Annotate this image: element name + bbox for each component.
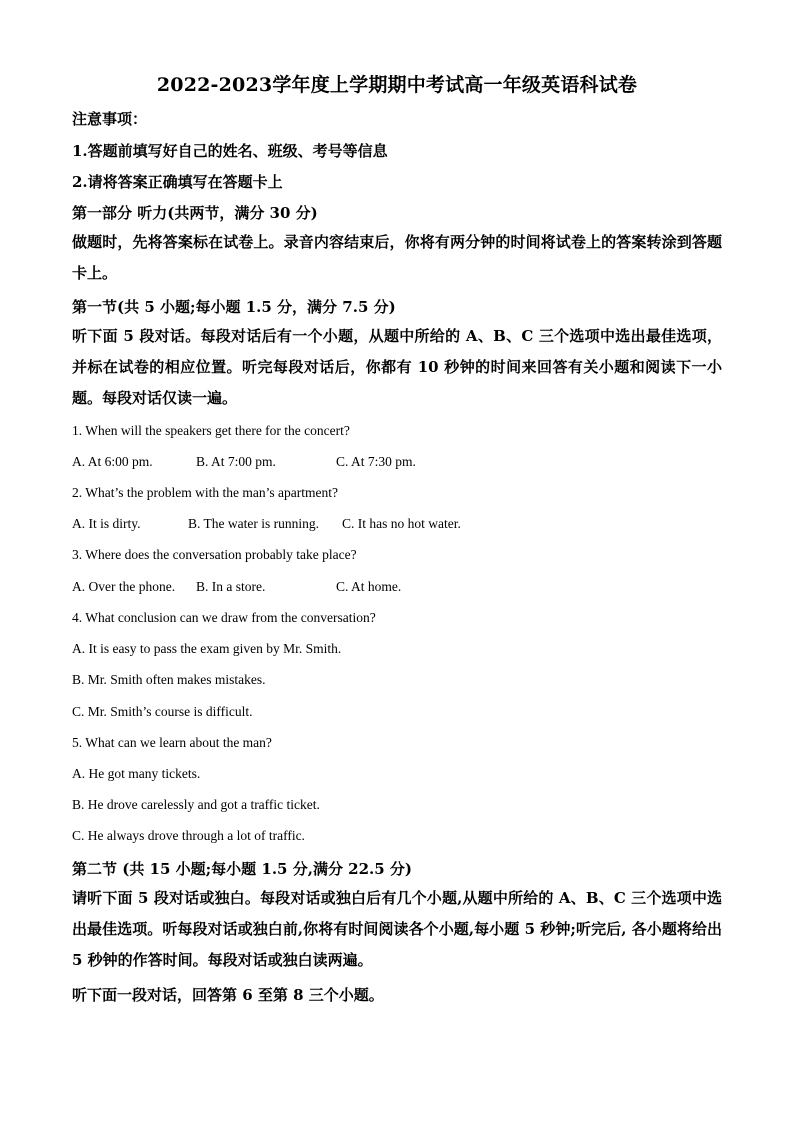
question-2-option-b: B. The water is running.: [188, 516, 319, 531]
notice-item-1: 1.答题前填写好自己的姓名、班级、考号等信息: [72, 142, 388, 160]
question-2-option-c: C. It has no hot water.: [342, 516, 461, 531]
question-5-option-b: B. He drove carelessly and got a traffic ticket.: [72, 797, 320, 812]
notice-heading: 注意事项：: [72, 110, 148, 128]
question-1-stem: 1. When will the speakers get there for the concert?: [72, 423, 350, 438]
question-4-option-a: A. It is easy to pass the exam given by Mr. Smith.: [72, 641, 342, 656]
page-title: 2022-2023学年度上学期期中考试高一年级英语科试卷: [156, 74, 638, 96]
question-2-stem: 2. What’s the problem with the man’s apartment?: [72, 485, 338, 500]
part1-instruction: 做题时，先将答案标在试卷上。录音内容结束后，你将有两分钟的时间将试卷上的答案转涂到答题卡上。: [72, 233, 722, 282]
question-2-option-a: A. It is dirty.: [72, 516, 141, 531]
section2-heading: 第二节 (共 15 小题;每小题 1.5 分,满分 22.5 分): [72, 860, 413, 878]
question-1-option-b: B. At 7:00 pm.: [196, 454, 276, 469]
question-3-option-b: B. In a store.: [196, 579, 266, 594]
section1-heading: 第一节(共 5 小题;每小题 1.5 分，满分 7.5 分): [72, 298, 396, 316]
question-3-stem: 3. Where does the conversation probably take place?: [72, 547, 357, 562]
question-4-stem: 4. What conclusion can we draw from the conversation?: [72, 610, 376, 625]
question-3-option-c: C. At home.: [336, 579, 402, 594]
question-4-option-c: C. Mr. Smith’s course is difficult.: [72, 704, 253, 719]
question-1-option-a: A. At 6:00 pm.: [72, 454, 153, 469]
question-5-option-c: C. He always drove through a lot of traffic.: [72, 828, 305, 843]
section2-sub-instruction: 听下面一段对话，回答第 6 至第 8 三个小题。: [72, 986, 384, 1004]
question-5-option-a: A. He got many tickets.: [72, 766, 201, 781]
question-1-option-c: C. At 7:30 pm.: [336, 454, 416, 469]
section2-instruction: 请听下面 5 段对话或独白。每段对话或独白后有几个小题,从题中所给的 A、B、C 三个选项中选出最佳选项。听每段对话或独白前,你将有时间阅读各个小题,每小题 5 秒钟;听完后, 各小题将给出 5 秒钟的作答时间。每段对话或独白读两遍。: [72, 889, 722, 969]
section1-instruction: 听下面 5 段对话。每段对话后有一个小题，从题中所给的 A、B、C 三个选项中选出最佳选项，并标在试卷的相应位置。听完每段对话后，你都有 10 秒钟的时间来回答有关小题和阅读下一小题。每段对话仅读一遍。: [72, 327, 722, 407]
question-5-stem: 5. What can we learn about the man?: [72, 735, 272, 750]
question-3-option-a: A. Over the phone.: [72, 579, 176, 594]
question-4-option-b: B. Mr. Smith often makes mistakes.: [72, 672, 266, 687]
notice-item-2: 2.请将答案正确填写在答题卡上: [72, 173, 283, 191]
part1-heading: 第一部分 听力(共两节，满分 30 分): [72, 204, 318, 222]
